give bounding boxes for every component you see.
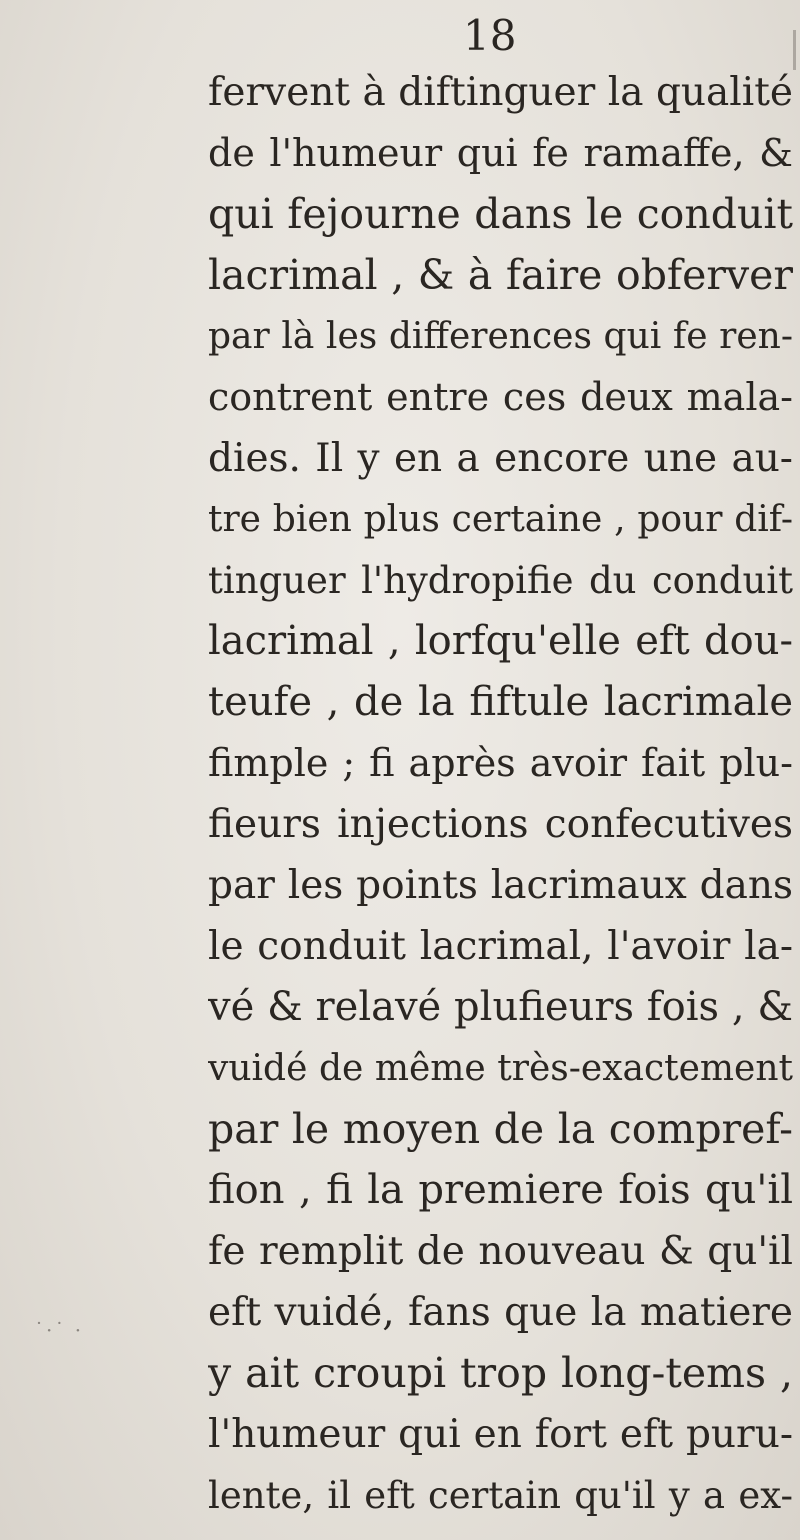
body-text bbox=[208, 62, 793, 1526]
text-line: fieurs injections confecutives bbox=[208, 802, 793, 847]
stray-ink-mark: ˙·˙ · bbox=[34, 1318, 84, 1342]
text-line: par le moyen de la compref- bbox=[208, 1105, 793, 1153]
text-line: tre bien plus certaine , pour dif- bbox=[208, 499, 793, 540]
text-line: lacrimal , & à faire obferver bbox=[208, 251, 793, 299]
text-line: fervent à diftinguer la qualité bbox=[208, 70, 793, 115]
text-line: teufe , de la fiftule lacrimale bbox=[208, 679, 793, 725]
text-line: dies. Il y en a encore une au- bbox=[208, 436, 793, 481]
text-line: fimple ; fi après avoir fait plu- bbox=[208, 741, 793, 785]
text-line: fion , fi la premiere fois qu'il bbox=[208, 1167, 793, 1213]
page-number: 18 bbox=[463, 11, 517, 60]
text-line: par les points lacrimaux dans bbox=[208, 863, 793, 908]
text-line: par là les differences qui fe ren- bbox=[208, 316, 793, 357]
text-line: tinguer l'hydropifie du conduit bbox=[208, 559, 793, 602]
text-line: de l'humeur qui fe ramaffe, & bbox=[208, 131, 793, 175]
text-line: eft vuidé, fans que la matiere bbox=[208, 1290, 793, 1335]
text-line: y ait croupi trop long-tems , bbox=[208, 1349, 793, 1397]
text-line: fe remplit de nouveau & qu'il bbox=[208, 1229, 793, 1274]
text-line: contrent entre ces deux mala- bbox=[208, 375, 793, 419]
text-line: l'humeur qui en fort eft puru- bbox=[208, 1412, 793, 1457]
text-line: lacrimal , lorfqu'elle eft dou- bbox=[208, 618, 793, 664]
page-edge-mark bbox=[793, 30, 796, 70]
text-line: lente, il eft certain qu'il y a ex- bbox=[208, 1474, 793, 1517]
text-line: vuidé de même très-exactement bbox=[208, 1048, 793, 1089]
text-line: vé & relavé plufieurs fois , & bbox=[208, 984, 793, 1030]
text-line: le conduit lacrimal, l'avoir la- bbox=[208, 924, 793, 969]
text-line: qui fejourne dans le conduit bbox=[208, 190, 793, 238]
